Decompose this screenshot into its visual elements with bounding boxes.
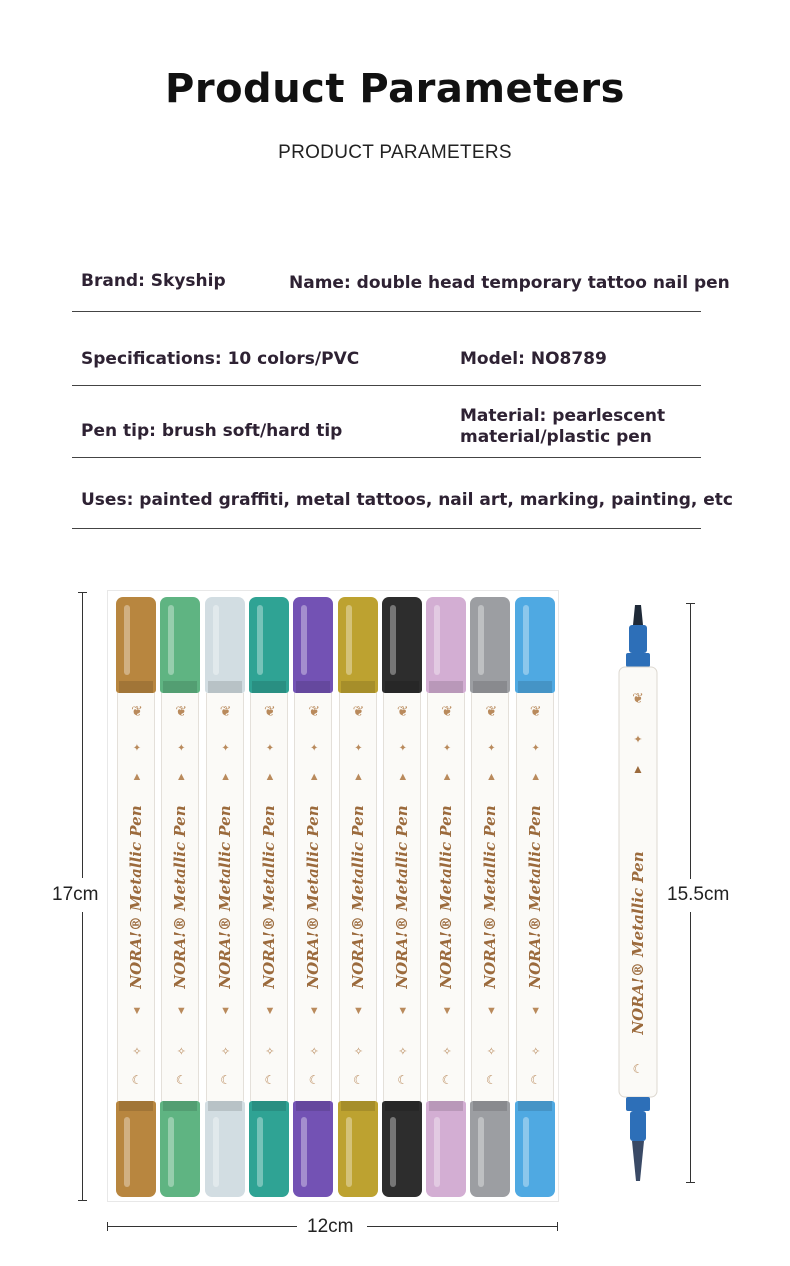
moon-icon: ☾ [175, 1073, 187, 1087]
pen-cap-top [338, 597, 378, 693]
feather-icon: ❦ [175, 703, 188, 719]
pen-body [206, 693, 244, 1101]
nib-icon: ▲ [530, 771, 542, 783]
pen-cap-shine [124, 1117, 130, 1187]
pen-body [383, 693, 421, 1101]
nib-icon: ▼ [308, 1005, 320, 1017]
pen-cap-shine [478, 1117, 484, 1187]
param-pen-tip: Pen tip: brush soft/hard tip [81, 421, 343, 441]
star-icon: ✦ [354, 743, 363, 754]
pen-2 [160, 597, 200, 1197]
moon-icon: ☾ [220, 1073, 231, 1087]
star-icon: ✧ [442, 1046, 452, 1058]
param-model: Model: NO8789 [460, 349, 607, 369]
dimension-cap [557, 1222, 558, 1231]
feather-icon: ❦ [131, 703, 143, 719]
pen-body [339, 693, 377, 1101]
pen-cap-top [205, 597, 245, 693]
pen-ring-bottom [626, 1097, 650, 1111]
pen-cap-shine [346, 1117, 352, 1187]
moon-icon: ☾ [353, 1073, 364, 1087]
star-icon: ✦ [177, 743, 186, 754]
nib-icon: ▼ [353, 1005, 364, 1017]
pen-cap-top [426, 597, 466, 693]
pen-cap-shine [301, 605, 307, 675]
pen-cap-shine [257, 605, 263, 675]
feather-icon: ❦ [352, 703, 365, 719]
dimension-height-single: 15.5cm [667, 884, 730, 905]
star-icon: ✦ [442, 743, 452, 754]
nib-icon: ▼ [530, 1005, 542, 1017]
nib-icon: ▲ [397, 771, 409, 783]
nib-icon: ▼ [264, 1005, 276, 1017]
nib-icon: ▼ [397, 1005, 409, 1017]
pen-cap-bottom [382, 1101, 422, 1197]
pen-3 [205, 597, 245, 1197]
nib-icon: ▲ [632, 762, 644, 776]
feather-icon: ❦ [441, 703, 453, 719]
pen-cap-shine [434, 605, 440, 675]
star-icon: ✧ [486, 1046, 496, 1058]
pen-label: NORA!® Metallic Pen [525, 805, 544, 989]
page-subtitle: PRODUCT PARAMETERS [278, 142, 512, 163]
param-specifications: Specifications: 10 colors/PVC [81, 349, 360, 369]
feather-icon: ❦ [219, 703, 232, 719]
moon-icon: ☾ [486, 1073, 497, 1087]
pen-body [117, 693, 155, 1101]
pen-body [427, 693, 465, 1101]
pen-cap-bottom [470, 1101, 510, 1197]
nib-icon: ▼ [441, 1005, 453, 1017]
star-icon: ✦ [633, 734, 643, 746]
dimension-cap [686, 1182, 695, 1183]
pen-cap-bottom [205, 1101, 245, 1197]
divider [72, 457, 701, 458]
nib-icon: ▲ [308, 771, 320, 783]
pen-5 [293, 597, 333, 1197]
pen-label: NORA!® Metallic Pen [171, 805, 190, 989]
nib-icon: ▲ [441, 771, 453, 783]
pen-cap-top [515, 597, 555, 693]
pen-cap-top [116, 597, 156, 693]
pen-cap-shine [168, 605, 174, 675]
star-icon: ✦ [487, 743, 496, 754]
pen-body [161, 693, 199, 1101]
param-material [460, 406, 665, 448]
feather-icon: ❦ [396, 703, 409, 719]
dimension-width-set: 12cm [307, 1216, 354, 1237]
pen-set-image [107, 590, 559, 1202]
pen-label: NORA!® Metallic Pen [392, 805, 411, 989]
pen-tip-top [633, 605, 643, 625]
single-pen-image [616, 603, 660, 1183]
pen-cone-bottom [630, 1111, 646, 1141]
param-name: Name: double head temporary tattoo nail pen [289, 273, 730, 293]
pen-cap-shine [301, 1117, 307, 1187]
dimension-line [690, 603, 691, 879]
nib-icon: ▲ [264, 771, 276, 783]
star-icon: ✦ [398, 743, 407, 754]
star-icon: ✧ [220, 1046, 231, 1058]
pen-9 [470, 597, 510, 1197]
divider [72, 385, 701, 386]
nib-icon: ▲ [175, 771, 187, 783]
pen-cap-shine [213, 605, 219, 675]
pen-cap-bottom [116, 1101, 156, 1197]
single-pen-label-area [616, 823, 660, 1063]
pen-label: NORA!® Metallic Pen [348, 805, 367, 989]
moon-icon: ☾ [397, 1073, 409, 1087]
nib-icon: ▼ [220, 1005, 232, 1017]
pen-label: NORA!® Metallic Pen [259, 805, 278, 989]
pen-label: NORA!® Metallic Pen [304, 805, 323, 989]
pen-cap-bottom [338, 1101, 378, 1197]
nib-icon: ▼ [485, 1005, 497, 1017]
feather-icon: ❦ [632, 690, 644, 706]
pen-cap-bottom [426, 1101, 466, 1197]
moon-icon: ☾ [131, 1073, 143, 1087]
pen-cap-shine [478, 605, 484, 675]
pen-cap-top [293, 597, 333, 693]
param-material-line2: material/plastic pen [460, 427, 652, 447]
pen-body [471, 693, 509, 1101]
pen-6 [338, 597, 378, 1197]
pen-cap-shine [168, 1117, 174, 1187]
star-icon: ✦ [132, 743, 142, 754]
star-icon: ✦ [265, 743, 275, 754]
pen-cap-top [470, 597, 510, 693]
divider [72, 311, 701, 312]
pen-label: NORA!® Metallic Pen [127, 805, 145, 989]
feather-icon: ❦ [264, 703, 276, 719]
pen-body [294, 693, 332, 1101]
nib-icon: ▲ [485, 771, 497, 783]
param-material-line1: Material: pearlescent [460, 406, 666, 426]
pen-label: NORA!® Metallic Pen [437, 805, 456, 989]
pen-cap-shine [390, 605, 396, 675]
dimension-line [82, 912, 83, 1200]
pen-4 [249, 597, 289, 1197]
pen-10 [515, 597, 555, 1197]
star-icon: ✧ [398, 1046, 408, 1058]
pen-8 [426, 597, 466, 1197]
pen-cap-shine [124, 605, 130, 675]
pen-cap-shine [523, 605, 529, 675]
pen-body [250, 693, 288, 1101]
dimension-line [690, 912, 691, 1182]
pen-cap-top [160, 597, 200, 693]
nib-icon: ▲ [353, 771, 364, 783]
dimension-line [82, 592, 83, 878]
moon-icon: ☾ [632, 1062, 644, 1076]
star-icon: ✧ [132, 1046, 142, 1058]
dimension-line [107, 1226, 297, 1227]
pen-cap-bottom [293, 1101, 333, 1197]
pen-cap-top [382, 597, 422, 693]
divider [72, 528, 701, 529]
nib-icon: ▲ [220, 771, 232, 783]
moon-icon: ☾ [264, 1073, 276, 1087]
single-pen-label: NORA!® Metallic Pen [629, 851, 647, 1035]
pen-cap-bottom [160, 1101, 200, 1197]
pen-7 [382, 597, 422, 1197]
pen-cap-shine [434, 1117, 440, 1187]
star-icon: ✧ [309, 1046, 319, 1058]
dimension-line [367, 1226, 558, 1227]
star-icon: ✧ [176, 1046, 186, 1058]
pen-cap-shine [346, 605, 352, 675]
pen-label: NORA!® Metallic Pen [481, 805, 500, 989]
pen-ring-top [626, 653, 650, 667]
pen-cap-shine [523, 1117, 529, 1187]
nib-icon: ▼ [131, 1005, 143, 1017]
moon-icon: ☾ [441, 1073, 453, 1087]
star-icon: ✧ [353, 1046, 364, 1058]
pen-cap-shine [213, 1117, 219, 1187]
nib-icon: ▼ [175, 1005, 187, 1017]
star-icon: ✧ [265, 1046, 275, 1058]
param-uses: Uses: painted graffiti, metal tattoos, nail art, marking, painting, etc [81, 490, 733, 510]
dimension-height-set: 17cm [52, 884, 99, 905]
pen-1 [116, 597, 156, 1197]
param-brand: Brand: Skyship [81, 271, 226, 291]
nib-icon: ▲ [131, 771, 143, 783]
pen-label: NORA!® Metallic Pen [215, 805, 234, 989]
page-title: Product Parameters [165, 66, 625, 112]
pen-brush-tip [632, 1141, 644, 1181]
dimension-cap [78, 1200, 87, 1201]
pen-body [516, 693, 554, 1101]
pen-cap-bottom [249, 1101, 289, 1197]
feather-icon: ❦ [485, 703, 498, 719]
pen-cap-shine [257, 1117, 263, 1187]
pen-cap-shine [390, 1117, 396, 1187]
feather-icon: ❦ [308, 703, 321, 719]
feather-icon: ❦ [529, 703, 542, 719]
pen-cap-bottom [515, 1101, 555, 1197]
pen-cap-top [249, 597, 289, 693]
star-icon: ✦ [531, 743, 540, 754]
moon-icon: ☾ [308, 1073, 320, 1087]
moon-icon: ☾ [530, 1073, 542, 1087]
star-icon: ✦ [221, 743, 230, 754]
star-icon: ✦ [309, 743, 319, 754]
star-icon: ✧ [531, 1046, 541, 1058]
pen-cone-top [629, 625, 647, 653]
